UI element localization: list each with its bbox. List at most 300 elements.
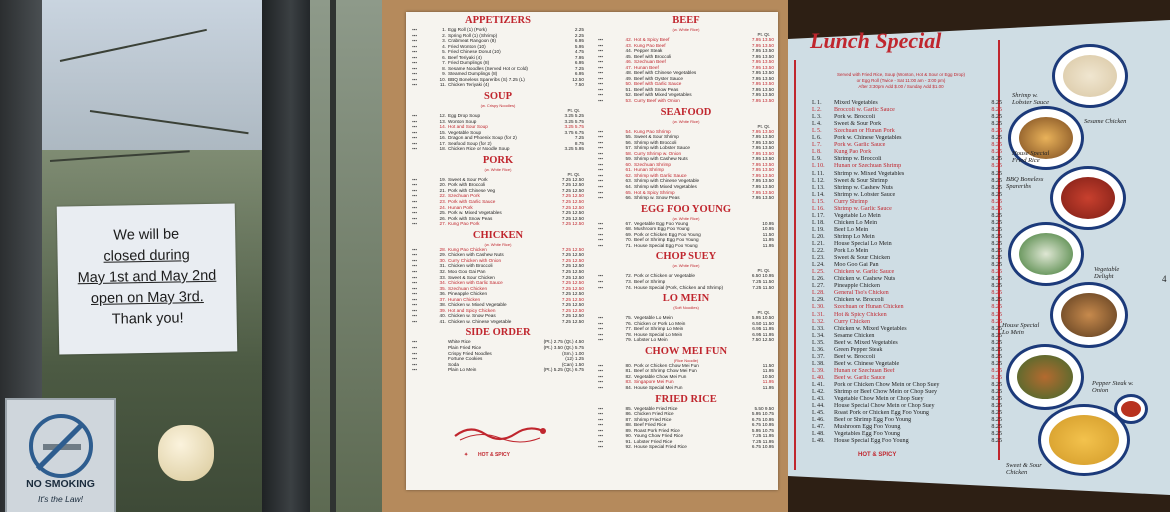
menu-section-subtitle: (w. Crispy Noodles) [480,103,516,109]
menu-item-name: Kung Pao Pork [448,221,480,227]
lunch-special-item [812,312,1002,318]
lunch-item-number: L 16. [812,205,825,212]
menu-item-name: Chicken w. Mixed Vegetable [448,302,507,308]
menu-item-number: 37. [439,296,446,302]
chinese-name-placeholder: ▪▪▪ [412,199,417,205]
menu-item-price: 10.95 [762,226,774,232]
lunch-special-item [812,347,1002,353]
chinese-name-placeholder: ▪▪▪ [412,54,417,60]
menu-item-number: 41. [439,318,446,324]
menu-item-number: 18. [439,146,446,152]
menu-item-price: 6.95 11.95 [752,331,774,337]
menu-item-number: 82. [625,373,632,379]
menu-item-name: Curry Shrimp w. Onion [634,150,682,156]
lunch-item-name: Beef or Shrimp Egg Foo Young [834,417,912,424]
chinese-name-placeholder: ▪▪▪ [598,189,603,195]
lunch-item-name: Hunan or Szechuan Beef [834,367,895,374]
chinese-name-placeholder: ▪▪▪ [598,326,603,332]
menu-item-name: Chicken Rice or Noodle Soup [448,146,510,152]
lunch-item-price: 8.25 [991,276,1002,283]
menu-item-number: 63. [625,178,632,184]
menu-item-number: 76. [625,320,632,326]
menu-item-number: 31. [439,263,446,269]
chinese-name-placeholder: ▪▪▪ [412,263,417,269]
menu-item-price: (Pt.) 3.50 (Qt.) 5.75 [543,344,584,350]
hot-spicy-legend: HOT & SPICY [478,452,510,458]
chinese-name-placeholder: ▪▪▪ [412,49,417,55]
menu-item [412,319,584,325]
lunch-item-price: 8.25 [991,431,1002,438]
menu-section-title: BEEF [672,15,700,26]
menu-item-number: 9. [442,71,446,77]
menu-item-name: Pork or Chicken or Vegetable [634,273,695,279]
caption-shrimp-lobster: Shrimp w. Lobster Sauce [1012,92,1050,106]
lunch-special-item [812,142,1002,148]
menu-section-title: EGG FOO YOUNG [640,203,732,215]
menu-item-price: 3.25 5.25 [564,113,584,119]
chinese-name-placeholder: ▪▪▪ [598,48,603,54]
lunch-special-item [812,135,1002,141]
chinese-name-placeholder: ▪▪▪ [598,98,603,104]
chinese-name-placeholder: ▪▪▪ [412,204,417,210]
menu-item-price: 7.95 13.50 [751,189,774,195]
menu-item-price: 7.25 12.50 [561,313,584,319]
no-smoking-sign [5,398,116,512]
menu-item-price: (12) 1.25 [565,356,584,362]
lunch-special-item [812,199,1002,205]
no-smoking-icon [29,414,93,478]
lunch-special-item [812,283,1002,289]
lunch-item-number: L 38. [812,360,825,367]
lunch-item-price: 8.25 [991,163,1002,170]
menu-item [598,243,774,249]
menu-item-price: 3.75 6.75 [564,129,584,135]
menu-item-number: 10. [439,76,446,82]
menu-item-name: Beef with Oyster Sauce [634,75,683,81]
door-frame-right [262,0,310,512]
lunch-item-price: 8.25 [991,403,1002,410]
lunch-item-number: L 9. [812,156,822,163]
menu-item-name: Vegetable Lo Mein [634,315,673,321]
chinese-name-placeholder: ▪▪▪ [412,246,417,252]
menu-item-number: 12. [439,113,446,119]
lunch-special-item [812,178,1002,184]
menu-item-name: Fortune Cookies [448,356,483,362]
chinese-name-placeholder: ▪▪▪ [412,113,417,119]
chinese-name-placeholder: ▪▪▪ [412,356,417,362]
menu-item-number [434,367,448,373]
chinese-name-placeholder: ▪▪▪ [598,337,603,343]
chinese-name-placeholder: ▪▪▪ [598,134,603,140]
chinese-name-placeholder: ▪▪▪ [598,315,603,321]
lunch-item-number: L 22. [812,248,825,255]
lunch-item-number: L 41. [812,382,825,388]
chinese-name-placeholder: ▪▪▪ [412,71,417,77]
chinese-name-placeholder: ▪▪▪ [412,60,417,66]
menu-item-number: 70. [625,237,632,243]
menu-item-name: Crabmeat Rangoon (8) [448,38,496,44]
food-plate [1052,44,1128,108]
lunch-special-item [812,192,1002,198]
menu-item-name: Beef or Shrimp Lo Mein [634,326,684,332]
menu-item-name: Pork or Chicken Chow Mei Fun [634,362,699,368]
menu-item-name: Chicken with Garlic Sauce [448,280,503,286]
lunch-item-name: Shrimp w. Broccoli [834,156,882,163]
lunch-special-item [812,424,1002,430]
menu-item-number: 42. [625,37,632,42]
lunch-item-price: 8.25 [991,269,1002,276]
menu-item-name: Sesame Noodles (Served Hot or Cold) [448,65,528,71]
lunch-item-price: 8.25 [991,198,1002,205]
menu-item-price: 7.95 13.50 [751,178,774,184]
chinese-name-placeholder: ▪▪▪ [598,139,603,145]
menu-item-number: 36. [439,291,446,297]
chinese-name-placeholder: ▪▪▪ [598,178,603,184]
menu-item-number: 27. [439,221,446,227]
lunch-item-price: 8.25 [991,241,1002,247]
lunch-special-item [812,156,1002,162]
menu-item-price: 7.95 13.50 [751,167,774,173]
menu-item-name: BBQ Boneless Spareribs (S) 7.25 (L) [448,76,525,82]
lunch-special-item [812,340,1002,346]
chinese-name-placeholder: ▪▪▪ [412,182,417,188]
lunch-item-name: Beef Lo Mein [834,226,869,233]
lunch-item-price: 8.25 [991,205,1002,212]
menu-item-price: 7.95 13.50 [751,59,774,65]
menu-item-name: Young Chow Fried Rice [634,433,684,439]
chinese-name-placeholder: ▪▪▪ [598,64,603,70]
menu-item [412,146,584,152]
menu-item-price: 2.25 [574,27,584,32]
lunch-item-name: General Tso's Chicken [834,290,889,297]
menu-item-price: 4.75 [574,49,584,55]
menu-item-price: 7.25 12.50 [561,176,584,182]
menu-item-number: 92. [625,444,632,450]
lunch-special-item [812,361,1002,367]
menu-section-title: PORK [482,154,514,166]
menu-item-price: (Sm.) 1.00 [562,350,584,356]
chinese-name-placeholder: ▪▪▪ [598,128,603,134]
menu-item-name: House Special Lo Mein [634,331,683,337]
menu-item-price: 7.25 12.50 [561,318,584,324]
menu-item-number: 91. [625,438,632,444]
menu-item-number: 73. [625,278,632,284]
menu-item-number: 1. [442,27,446,32]
menu-item-price: 7.50 12.50 [751,337,774,343]
lunch-special-item [812,417,1002,423]
chinese-name-placeholder: ▪▪▪ [598,167,603,173]
lunch-item-number: L 28. [812,290,825,297]
menu-item [598,385,774,391]
menu-item-price: 7.25 12.50 [561,274,584,280]
menu-item-number: 62. [625,172,632,178]
lamp-globe [158,425,214,481]
lunch-item-name: Vegetable Chow Mein or Chop Suey [834,396,924,403]
menu-item-name: Beef or Shrimp Chow Mei Fun [634,368,697,374]
lunch-special-subtitle [806,72,996,90]
menu-item-name: Soda [448,361,459,367]
chinese-name-placeholder: ▪▪▪ [412,27,417,32]
menu-item-name: Szechuan Beef [634,59,666,65]
lunch-item-name: Shrimp Lo Mein [834,233,875,240]
lunch-item-name: Pork or Chicken Chow Mein or Chop Suey [834,382,940,388]
lunch-item-number: L 18. [812,219,825,226]
menu-item-name: Pork with Garlic Sauce [448,199,496,205]
menu-item-price: 7.25 12.50 [561,302,584,308]
chinese-name-placeholder: ▪▪▪ [598,422,603,428]
menu-item-price: 7.95 13.50 [751,156,774,162]
menu-item-number: 68. [625,226,632,232]
lunch-item-number: L 34. [812,332,825,339]
chinese-name-placeholder: ▪▪▪ [412,129,417,135]
menu-item-name: Hunan Chicken [448,296,481,302]
chinese-name-placeholder: ▪▪▪ [598,226,603,232]
chinese-name-placeholder: ▪▪▪ [412,210,417,216]
menu-item-price: 7.95 13.50 [751,53,774,59]
menu-item-price: 7.25 12.50 [561,215,584,221]
lunch-item-name: Hot & Spicy Chicken [834,311,887,318]
menu-item-price: (Can) 1.50 [561,361,584,367]
lunch-special-item [812,403,1002,409]
lunch-item-price: 8.25 [991,226,1002,233]
window-right-strip [310,0,382,512]
menu-section-title: SIDE ORDER [465,327,531,339]
menu-column-header: Pt. Qt. [757,310,770,316]
lunch-item-name: Beef w. Chinese Vegetable [834,360,900,367]
menu-item-name: Beef with Chinese Vegetables [634,70,697,76]
menu-item-price: 7.50 [574,82,584,88]
menu-item-price: (Pt.) 2.75 (Qt.) 4.50 [543,339,584,345]
lunch-special-item [812,241,1002,247]
menu-right-column [598,12,774,450]
menu-item-price: 7.25 [574,65,584,71]
menu-item-price: 7.95 13.50 [751,75,774,81]
menu-item-number: 23. [439,199,446,205]
menu-item-number: 80. [625,362,632,368]
menu-column-header: Pt. Qt. [757,123,770,129]
chinese-name-placeholder: ▪▪▪ [412,221,417,227]
menu-item-price: 7.25 12.50 [561,187,584,193]
lunch-item-price: 8.25 [991,297,1002,304]
lunch-item-number: L 1. [812,100,822,106]
lunch-item-name: Kung Pao Pork [834,149,872,156]
menu-item-number: 78. [625,331,632,337]
menu-item-number: 43. [625,42,632,48]
menu-item-price: 6.95 11.95 [752,326,774,332]
menu-item-name: Sweet & Sour Pork [448,176,488,182]
lunch-item-number: L 27. [812,283,825,290]
menu-item-name: Hot and Spicy Chicken [448,307,496,313]
menu-item-name: Pork w. Mixed Vegetables [448,210,502,216]
menu-item-price: 11.95 [762,384,774,390]
chinese-name-placeholder: ▪▪▪ [412,318,417,324]
lunch-special-item [812,234,1002,240]
lunch-item-price: 8.25 [991,100,1002,106]
menu-item-name: Hot & Spicy Beef [634,37,670,42]
lunch-special-item [812,114,1002,120]
menu-item-name: Roast Pork Fried Rice [634,427,680,433]
menu-item-price: 7.95 13.50 [751,139,774,145]
menu-item-name: Kung Pao Beef [634,42,666,48]
lunch-special-item [812,100,1002,106]
chinese-name-placeholder: ▪▪▪ [412,65,417,71]
menu-item-name: Szechuan Shrimp [634,161,671,167]
lunch-item-price: 8.25 [991,318,1002,325]
menu-item [412,82,584,88]
menu-column-header: Pt. Qt. [757,32,770,37]
menu-item-number: 40. [439,313,446,319]
lunch-special-item [812,149,1002,155]
menu-item-name: Beef Fried Rice [634,422,667,428]
menu-item-name: Vegetable Soup [448,129,482,135]
menu-item-name: Pork with Chinese Veg [448,187,496,193]
lunch-item-price: 8.25 [991,339,1002,346]
menu-item-number: 58. [625,150,632,156]
menu-item-name: Shrimp with Chinese Vegetable [634,178,700,184]
menu-item-price: 7.95 13.50 [751,86,774,92]
menu-item-name: Hunan Pork [448,204,473,210]
dragon-illustration [450,422,550,444]
lunch-special-title: Lunch Special [810,28,942,53]
menu-item-number: 71. [625,242,632,248]
menu-item-name: Steamed Dumplings (8) [448,71,498,77]
menu-item-number: 21. [439,187,446,193]
lunch-item-name: House Special Egg Foo Young [834,438,909,445]
menu-item-number: 89. [625,427,632,433]
menu-column-header: Pt. Qt. [757,268,770,274]
lunch-item-number: L 43. [812,396,825,403]
menu-item [598,195,774,201]
chinese-name-placeholder: ▪▪▪ [598,331,603,337]
chinese-name-placeholder: ▪▪▪ [412,82,417,88]
chinese-name-placeholder: ▪▪▪ [598,373,603,379]
menu-item-price: 7.25 12.50 [561,257,584,263]
menu-item-price: 7.95 13.50 [751,98,774,104]
chinese-name-placeholder: ▪▪▪ [412,291,417,297]
menu-item-name: Singapore Mei Fun [634,379,674,385]
caption-bbq-spareribs: BBQ Boneless Spareribs [1006,176,1044,190]
lunch-special-item [812,248,1002,254]
menu-item-price: 11.95 [762,368,774,374]
menu-item-number: 33. [439,274,446,280]
lunch-item-number: L 49. [812,438,825,445]
menu-item-name: Crispy Fried Noodles [448,350,492,356]
menu-item-price: 5.95 10.50 [751,315,774,321]
menu-item-number: 66. [625,195,632,201]
menu-item-name: Spring Roll (1) (Shrimp) [448,32,498,38]
lunch-item-name: Shrimp w. Mixed Vegetables [834,170,905,177]
menu-item-number: 74. [625,284,632,290]
lunch-item-price: 8.25 [991,360,1002,367]
chinese-name-placeholder: ▪▪▪ [598,184,603,190]
menu-section-subtitle: (w. White Rice) [484,241,512,247]
lunch-special-panel [788,0,1170,512]
menu-item-number: 38. [439,302,446,308]
menu-item-number: 60. [625,161,632,167]
lunch-item-name: Mushroom Egg Foo Young [834,424,901,431]
menu-section-subtitle: (Soft Noodles) [673,305,699,311]
chinese-name-placeholder: ▪▪▪ [598,145,603,151]
menu-item-price: 11.50 [762,231,774,237]
menu-item-price: 6.95 [574,38,584,44]
menu-item-number: 25. [439,210,446,216]
lunch-special-item [812,276,1002,282]
menu-item-price: 7.95 13.50 [751,134,774,140]
menu-item-number: 51. [625,86,632,92]
menu-item-price: 7.95 13.50 [751,161,774,167]
menu-item-number: 32. [439,268,446,274]
chinese-name-placeholder: ▪▪▪ [412,302,417,308]
food-plate [1050,282,1128,348]
lunch-item-price: 8.25 [991,149,1002,156]
lunch-item-number: L 4. [812,121,822,128]
menu-item-price: 11.95 [762,379,774,385]
hot-spicy-legend: HOT & SPICY [858,452,897,458]
menu-item-price: 7.25 12.50 [561,221,584,227]
menu-item-price: 7.95 13.50 [751,172,774,178]
lunch-item-name: Pork w. Chinese Vegetables [834,135,902,142]
lunch-item-price: 8.25 [991,374,1002,381]
menu-item-price: 7.95 13.50 [751,42,774,48]
menu-item-number: 45. [625,53,632,59]
lunch-item-price: 8.25 [991,396,1002,403]
menu-item-number: 81. [625,368,632,374]
menu-section-subtitle: (w. White Rice) [672,118,700,124]
menu-item-name: Shrimp with Broccoli [634,139,677,145]
chinese-name-placeholder: ▪▪▪ [412,193,417,199]
menu-item-number: 30. [439,257,446,263]
caption-vegetable-delight: Vegetable Delight [1094,266,1120,280]
menu-item-name: Beef with Mixed Vegetables [634,92,692,98]
lunch-item-name: Beef w. Garlic Sauce [834,374,886,381]
menu-item-price: 5.95 10.75 [751,427,774,433]
lunch-item-name: Chicken w. Cashew Nuts [834,276,896,283]
menu-item [412,221,584,227]
menu-item-price: 6.50 10.95 [751,273,774,279]
chinese-name-placeholder: ▪▪▪ [598,86,603,92]
menu-item-number: 2. [442,32,446,38]
lunch-item-number: L 8. [812,149,822,156]
chinese-name-placeholder: ▪▪▪ [412,124,417,130]
food-plate [1050,166,1126,230]
menu-item-price: 8.75 [574,140,584,146]
lunch-item-price: 8.25 [991,367,1002,374]
menu-item-name: Shrimp with Lobster Sauce [634,145,691,151]
menu-item-number: 59. [625,156,632,162]
menu-item-price: 7.25 12.50 [561,193,584,199]
menu-item-price: 10.95 [762,220,774,226]
lunch-special-item [812,255,1002,261]
menu-item-name: Egg Roll (1) (Pork) [448,27,487,32]
menu-item-price: 7.95 13.50 [751,64,774,70]
lunch-special-item [812,121,1002,127]
menu-item-number: 5. [442,49,446,55]
lunch-item-name: Chicken w. Mixed Vegetables [834,325,907,332]
menu-section-title: CHICKEN [472,229,524,241]
lunch-item-number: L 48. [812,431,825,438]
lunch-special-item [812,431,1002,437]
chinese-name-placeholder: ▪▪▪ [412,176,417,182]
menu-item-name: Hot and Sour Soup [448,124,488,130]
menu-left-column [412,12,584,373]
lunch-item-number: L 37. [812,353,825,360]
menu-item-name: Mushroom Egg Foo Young [634,226,690,232]
chinese-name-placeholder: ▪▪▪ [598,42,603,48]
lunch-item-name: Pork w. Garlic Sauce [834,142,886,149]
menu-item-number: 61. [625,167,632,173]
chinese-name-placeholder: ▪▪▪ [598,242,603,248]
menu-item-price: 7.25 [574,135,584,141]
